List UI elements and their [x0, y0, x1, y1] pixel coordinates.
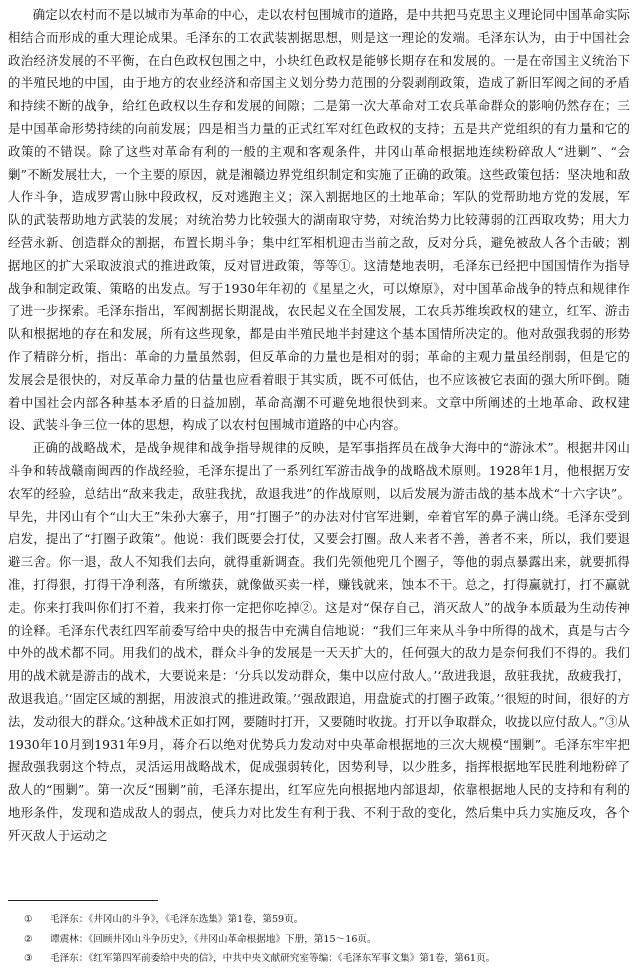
footnote-text: 毛泽东：《红军第四军前委给中央的信》，中共中央文献研究室等编：《毛泽东军事文集》第1卷，第61页。	[50, 953, 496, 964]
footnote-divider	[8, 900, 158, 901]
footnotes	[8, 910, 630, 969]
body-paragraph: 确定以农村而不是以城市为革命的中心，走以农村包围城市的道路，是中共把马克思主义理论同中国革命实际相结合而形成的重大理论成果。毛泽东的工农武装割据思想，则是这一理论的发端。毛泽东认为，由于中国社会政治经济发展的不平衡，在白色政权包围之中，小块红色政权是能够长期存在和发展的。一是在帝国主义统治下的半殖民地的中国，由于地方的农业经济和帝国主义划分势力范围的分裂剥削政策，造成了新旧军阀之间的矛盾和持续不断的战争，给红色政权以生存和发展的间隙；二是第一次大革命对工农兵革命群众的影响仍然存在；三是中国革命形势持续的向前发展；四是相当力量的正式红军对红色政权的支持；五是共产党组织的有力量和它的政策的不错误。除了这些对革命有利的一般的主观和客观条件，井冈山革命根据地连续粉碎敌人“进剿”、“会剿”不断发展壮大，一个主要的原因，就是湘赣边界党组织制定和实施了正确的政策。这些政策包括：坚决地和敌人作斗争，造成罗霄山脉中段政权，反对逃跑主义；深入割据地区的土地革命；军队的党帮助地方党的发展，军队的武装帮助地方武装的发展；对统治势力比较强大的湖南取守势，对统治势力比较薄弱的江西取攻势；用大力经营永新、创造群众的割据，布置长期斗争；集中红军相机迎击当前之敌，反对分兵，避免被敌人各个击破；割据地区的扩大采取波浪式的推进政策，反对冒进政策，等等①。这清楚地表明，毛泽东已经把中国国情作为指导战争和制定政策、策略的出发点。写于1930年年初的《星星之火，可以燎原》，对中国革命战争的特点和规律作了进一步探索。毛泽东指出，军阀割据长期混战，农民起义在全国发展，工农兵苏维埃政权的建立，红军、游击队和根据地的存在和发展，所有这些现象，都是由半殖民地半封建这个基本国情所决定的。他对敌强我弱的形势作了精辟分析，指出：革命的力量虽然弱，但反革命的力量也是相对的弱；革命的主观力量虽经削弱，但是它的发展会是很快的，对反革命力量的估量也应看着眼于其实质，既不可低估，也不应该被它表面的强大所吓倒。随着中国社会内部各种基本矛盾的日益加剧，革命高潮不可避免地很快到来。文章中所阐述的土地革命、政权建设、武装斗争三位一体的思想，构成了以农村包围城市道路的中心内容。	[8, 7, 630, 433]
footnote	[8, 949, 630, 969]
footnote	[8, 910, 630, 930]
footnote-number: ①	[24, 914, 33, 925]
footnote-text: 谭震林：《回顾井冈山斗争历史》，《井冈山革命根据地》下册，第15～16页。	[50, 933, 377, 945]
footnote-number: ③	[24, 953, 33, 964]
footnote-text: 毛泽东：《井冈山的斗争》，《毛泽东选集》第1卷，第59页。	[50, 914, 304, 925]
page-body	[8, 4, 630, 847]
footnote	[8, 930, 630, 950]
body-paragraph: 正确的战略战术，是战争规律和战争指导规律的反映，是军事指挥员在战争大海中的“游泳术”。根据井冈山斗争和转战赣南闽西的作战经验，毛泽东提出了一系列红军游击战争的战略战术原则。1928年1月，他根据万安农军的经验，总结出“敌来我走，敌驻我扰，敌退我进”的作战原则，以后发展为游击战的基本战术“十六字诀”。早先，井冈山有个“山大王”朱孙大寨子，用“打圈子”的办法对付官军进剿，牵着官军的鼻子满山绕。毛泽东受到启发，提出了“打圈子政策”。他说：我们既要会打仗，又要会打圈。敌人来者不善，善者不来，所以，我们要退避三舍。你一退，敌人不知我们去向，就得重新调查。我们先领他兜几个圈子，等他的弱点暴露出来，就要抓得准，打得狠，打得干净利落，有所缴获，就像做买卖一样，赚钱就来，蚀本不干。总之，打得赢就打，打不赢就走。你来打我叫你们打不着，我来打你一定把你吃掉②。这是对“保存自己，消灭敌人”的战争本质最为生动传神的诠释。毛泽东代表红四军前委写给中央的报告中充满自信地说：“我们三年来从斗争中所得的战术，真是与古今中外的战术都不同。用我们的战术，群众斗争的发展是一天天扩大的，任何强大的敌力是奈何我们不得的。我们用的战术就是游击的战术，大要说来是：‘分兵以发动群众，集中以应付敌人。’‘敌进我退，敌驻我扰，敌疲我打，敌退我追。’‘固定区域的割据，用波浪式的推进政策。’‘强敌跟追，用盘旋式的打圈子政策。’‘很短的时间，很好的方法，发动很大的群众。’这种战术正如打网，要随时打开，又要随时收拢。打开以争取群众，收拢以应付敌人。”③从1930年10月到1931年9月，蒋介石以绝对优势兵力发动对中央革命根据地的三次大规模“围剿”。毛泽东牢牢把握敌强我弱这个特点，灵活运用战略战术，促成强弱转化，因势利导，以少胜多，指挥根据地军民胜利地粉碎了敌人的“围剿”。第一次反“围剿”前，毛泽东提出，红军应先向根据地内部退却，依靠根据地人民的支持和有利的地形条件，发现和造成敌人的弱点，使兵力对比发生有利于我、不利于敌的变化，然后集中兵力实施反攻，各个歼灭敌人于运动之	[8, 440, 630, 843]
footnote-number: ②	[24, 933, 33, 945]
